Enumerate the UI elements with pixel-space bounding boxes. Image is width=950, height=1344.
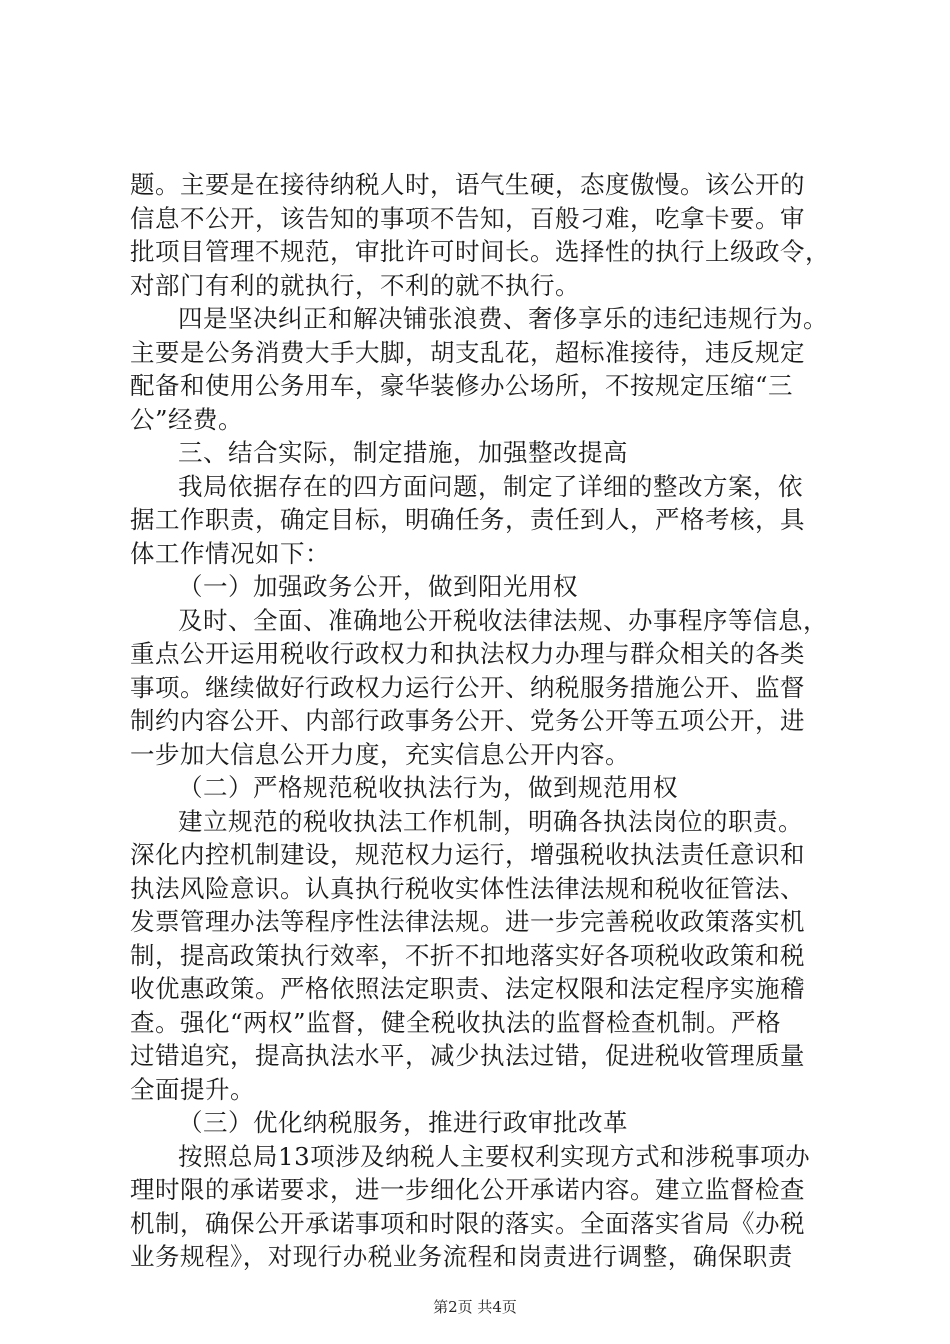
text-line: 题。主要是在接待纳税人时，语气生硬，态度傲慢。该公开的 [130, 170, 805, 199]
text-line: 重点公开运用税收行政权力和执法权力办理与群众相关的各类 [130, 639, 805, 668]
text-line: 理时限的承诺要求，进一步细化公开承诺内容。建立监督检查 [130, 1175, 805, 1204]
text-line: 机制，确保公开承诺事项和时限的落实。全面落实省局《办税 [130, 1208, 805, 1238]
text-line: 体工作情况如下： [130, 538, 330, 568]
section-heading: 三、结合实际，制定措施，加强整改提高 [178, 438, 628, 467]
subsection-heading: （一）加强政务公开，做到阳光用权 [178, 572, 578, 601]
page-footer [0, 1297, 950, 1317]
text-line: 制，提高政策执行效率，不折不扣地落实好各项税收政策和税 [130, 940, 805, 970]
subsection-heading: （三）优化纳税服务，推进行政审批改革 [178, 1108, 628, 1137]
paragraph-start-line: 及时、全面、准确地公开税收法律法规、办事程序等信息， [178, 605, 828, 635]
subsection-heading: （二）严格规范税收执法行为，做到规范用权 [178, 773, 678, 802]
text-line: 业务规程》，对现行办税业务流程和岗责进行调整，确保职责 [130, 1242, 793, 1271]
text-line: 对部门有利的就执行，不利的就不执行。 [130, 270, 580, 300]
text-line: 公”经费。 [130, 404, 244, 434]
text-line: 一步加大信息公开力度，充实信息公开内容。 [130, 739, 630, 769]
text-line: 深化内控机制建设，规范权力运行，增强税收执法责任意识和 [130, 840, 805, 869]
text-line: 主要是公务消费大手大脚，胡支乱花，超标准接待，违反规定 [130, 337, 805, 367]
text-line: 信息不公开，该告知的事项不告知，百般刁难，吃拿卡要。审 [130, 203, 805, 233]
paragraph-start-line: 建立规范的税收执法工作机制，明确各执法岗位的职责。 [178, 806, 803, 836]
paragraph-start-line: 四是坚决纠正和解决铺张浪费、奢侈享乐的违纪违规行为。 [178, 304, 828, 333]
text-line: 过错追究，提高执法水平，减少执法过错，促进税收管理质量 [130, 1041, 805, 1070]
paragraph-start-line: 我局依据存在的四方面问题，制定了详细的整改方案，依 [178, 471, 803, 501]
text-line: 发票管理办法等程序性法律法规。进一步完善税收政策落实机 [130, 907, 805, 936]
document-body [130, 168, 850, 1274]
text-line: 批项目管理不规范，审批许可时间长。选择性的执行上级政令， [130, 237, 830, 266]
text-line: 配备和使用公务用车，豪华装修办公场所，不按规定压缩“三 [130, 371, 794, 400]
text-line: 查。强化“两权”监督，健全税收执法的监督检查机制。严格 [130, 1007, 782, 1037]
text-line: 据工作职责，确定目标，明确任务，责任到人，严格考核，具 [130, 505, 805, 534]
text-line: 制约内容公开、内部行政事务公开、党务公开等五项公开，进 [130, 706, 805, 735]
paragraph-start-line: 按照总局13项涉及纳税人主要权利实现方式和涉税事项办 [178, 1141, 811, 1171]
text-line: 事项。继续做好行政权力运行公开、纳税服务措施公开、监督 [130, 672, 805, 702]
text-line: 全面提升。 [130, 1074, 255, 1104]
text-line: 收优惠政策。严格依照法定职责、法定权限和法定程序实施稽 [130, 974, 805, 1003]
text-line: 执法风险意识。认真执行税收实体性法律法规和税收征管法、 [130, 873, 805, 903]
page-indicator: 第2页 共4页 [433, 1298, 517, 1316]
